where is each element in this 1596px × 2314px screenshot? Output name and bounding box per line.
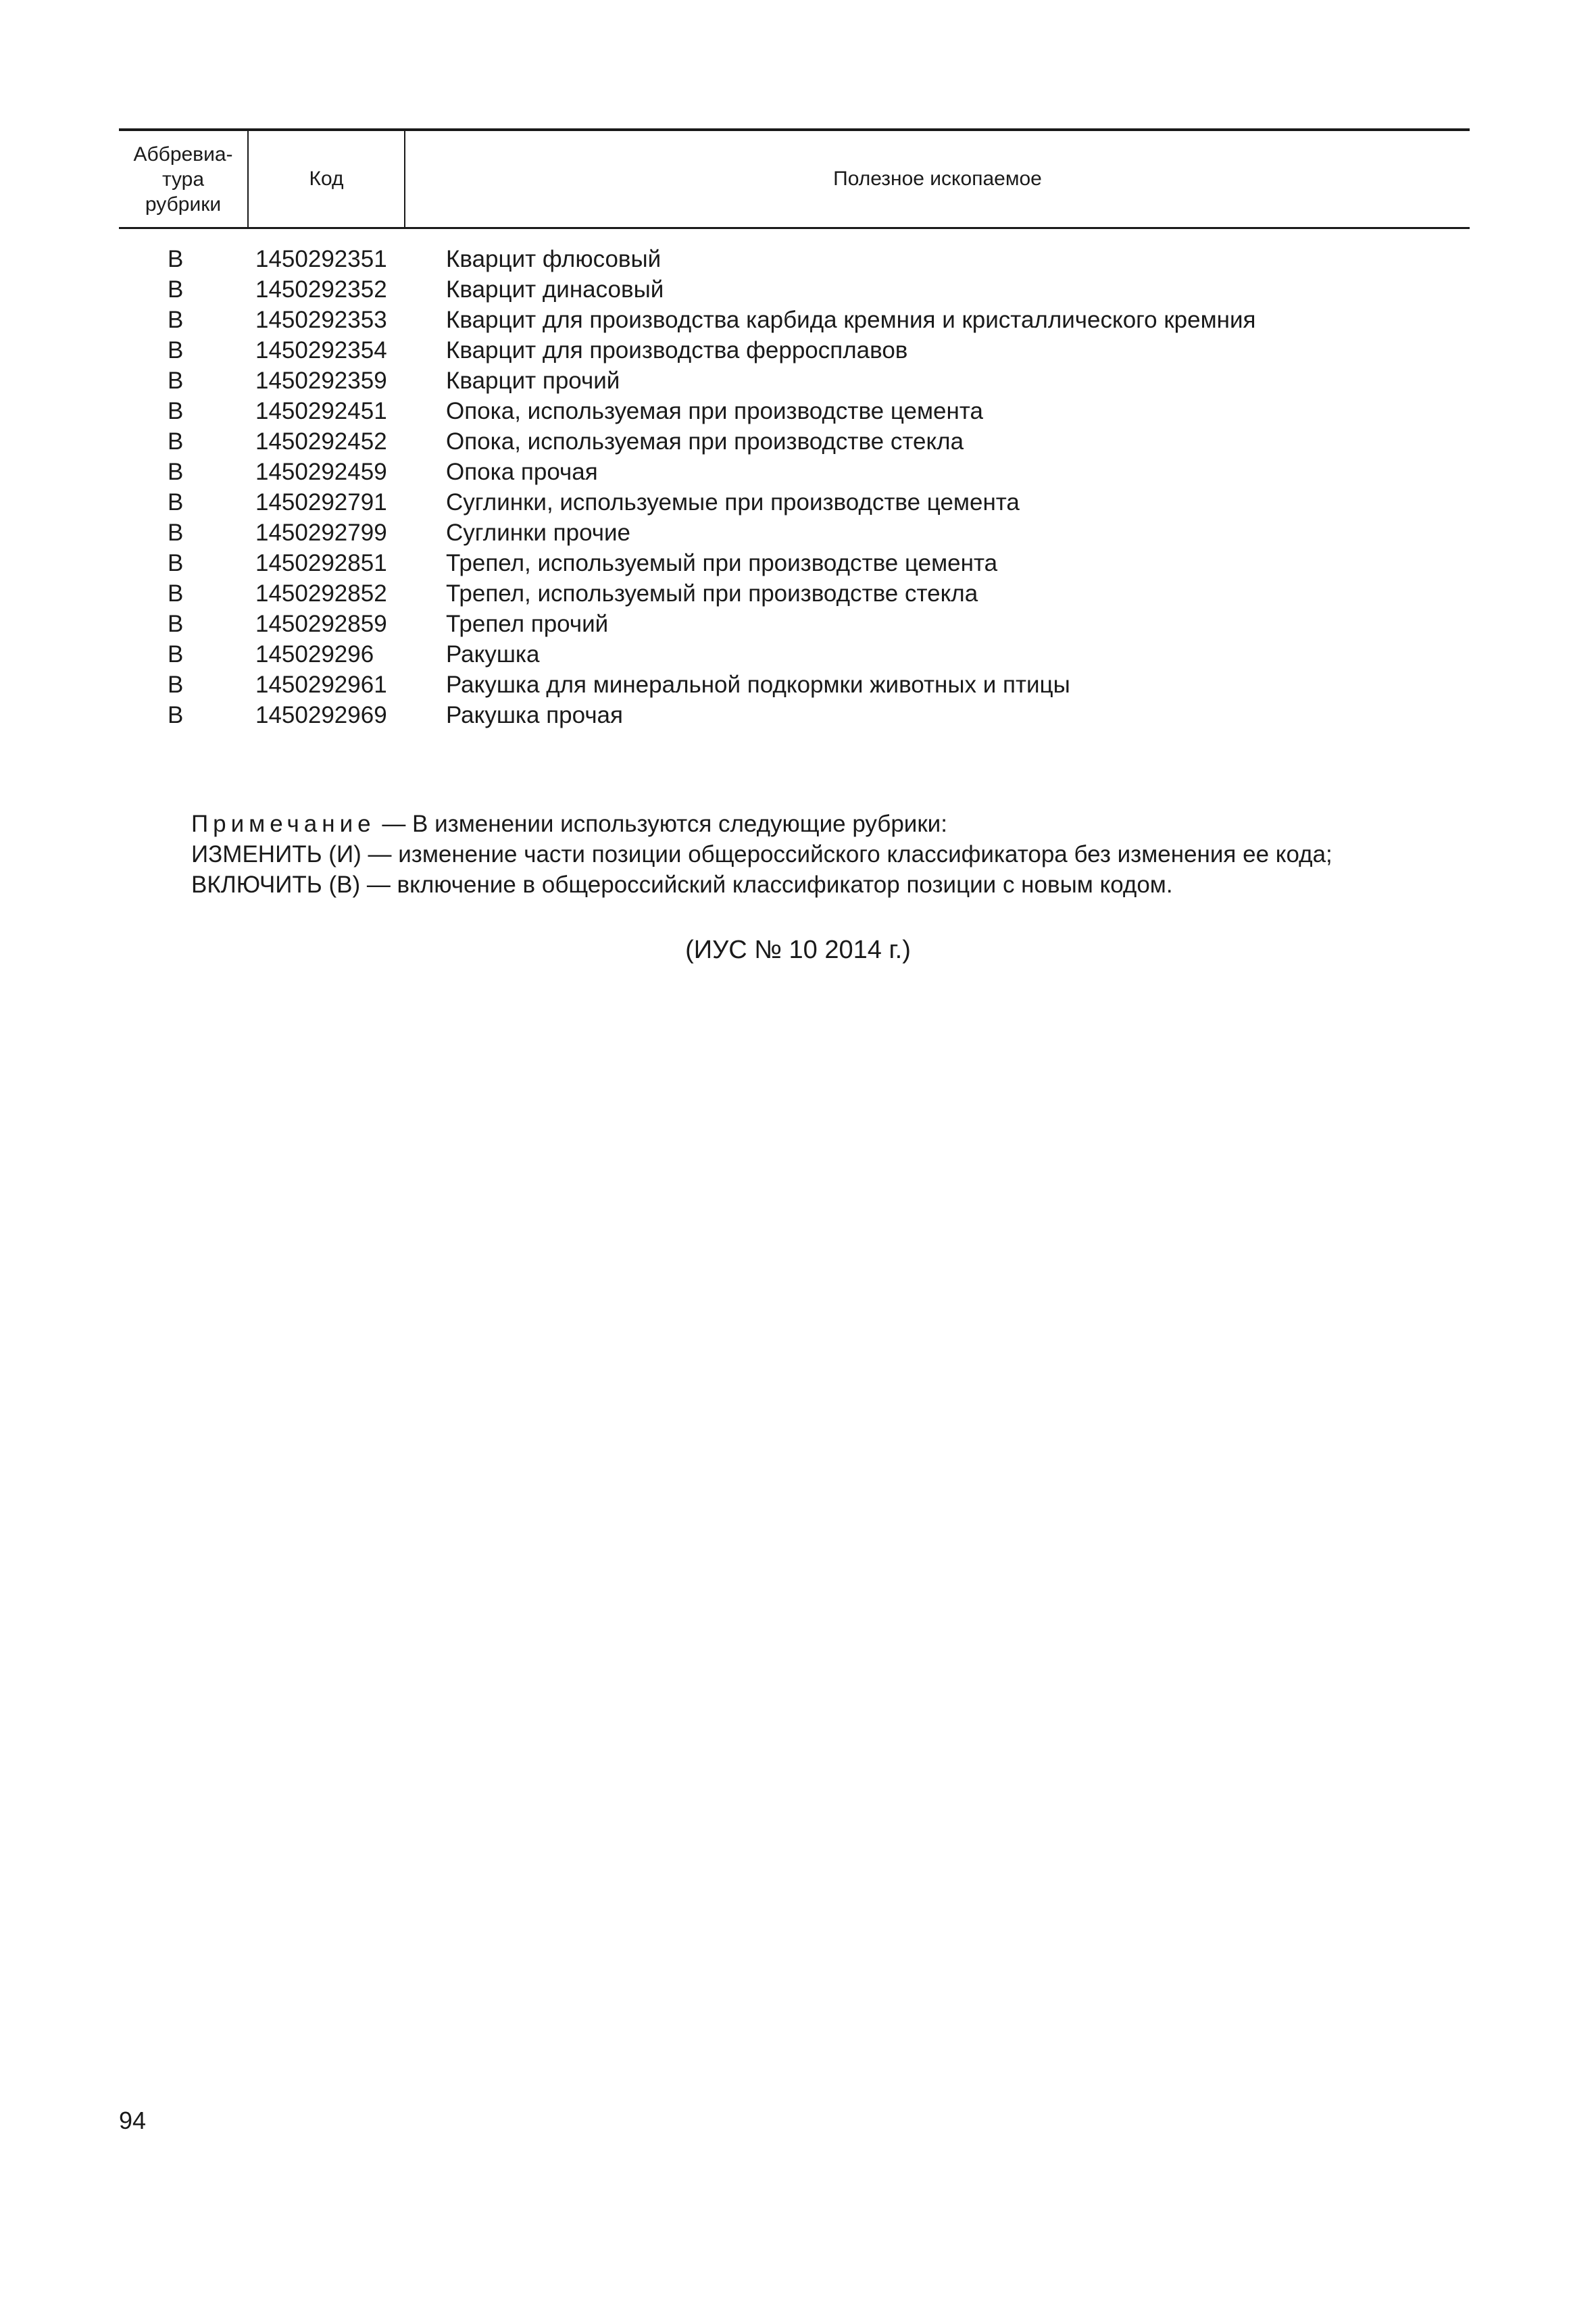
row-name: Суглинки, используемые при производстве цемента xyxy=(446,489,1020,515)
table-row xyxy=(119,609,1470,639)
table-row xyxy=(119,244,1470,274)
row-name: Кварцит прочий xyxy=(446,368,620,394)
table-row xyxy=(119,457,1470,487)
header-abbr-line: Аббревиа- xyxy=(133,143,233,166)
mineral-table-header-block xyxy=(119,128,1470,229)
row-abbr: В xyxy=(168,580,184,607)
row-name: Кварцит для производства ферросплавов xyxy=(446,337,908,363)
row-name: Кварцит флюсовый xyxy=(446,246,662,272)
row-abbr: В xyxy=(168,611,184,637)
row-abbr: В xyxy=(168,520,184,546)
row-name: Опока прочая xyxy=(446,459,598,485)
note-intro: — В изменении используются следующие рубрики: xyxy=(375,811,947,837)
row-abbr: В xyxy=(168,428,184,455)
row-name: Опока, используемая при производстве цемента xyxy=(446,398,983,424)
table-row xyxy=(119,518,1470,548)
table-row xyxy=(119,548,1470,578)
row-abbr: В xyxy=(168,398,184,424)
table-row xyxy=(119,487,1470,518)
header-abbr-line: рубрики xyxy=(145,193,222,216)
row-abbr: В xyxy=(168,702,184,728)
header-mineral: Полезное ископаемое xyxy=(833,168,1042,190)
table-row xyxy=(119,639,1470,670)
table-body xyxy=(119,244,1470,730)
table-row xyxy=(119,396,1470,426)
row-name: Кварцит динасовый xyxy=(446,276,664,303)
note-line-2: ИЗМЕНИТЬ (И) — изменение части позиции общероссийского классификатора без изменения ее кода; xyxy=(191,841,1332,867)
table-row xyxy=(119,366,1470,396)
row-code: 145029296 xyxy=(255,641,374,668)
row-code: 1450292451 xyxy=(255,398,387,424)
table-row xyxy=(119,700,1470,730)
row-code: 1450292459 xyxy=(255,459,387,485)
header-abbr xyxy=(119,131,247,227)
row-code: 1450292851 xyxy=(255,550,387,576)
row-abbr: В xyxy=(168,459,184,485)
table-row xyxy=(119,578,1470,609)
table-row xyxy=(119,426,1470,457)
ius-reference: (ИУС № 10 2014 г.) xyxy=(685,936,911,964)
row-abbr: В xyxy=(168,246,184,272)
header-code: Код xyxy=(309,168,344,190)
row-code: 1450292859 xyxy=(255,611,387,637)
note-block xyxy=(191,809,1462,900)
row-abbr: В xyxy=(168,307,184,333)
row-abbr: В xyxy=(168,489,184,515)
row-code: 1450292961 xyxy=(255,672,387,698)
row-code: 1450292852 xyxy=(255,580,387,607)
row-code: 1450292799 xyxy=(255,520,387,546)
row-name: Опока, используемая при производстве стекла xyxy=(446,428,964,455)
row-code: 1450292791 xyxy=(255,489,387,515)
header-abbr-line: тура xyxy=(161,168,205,191)
table-row xyxy=(119,274,1470,305)
table-row xyxy=(119,305,1470,335)
row-code: 1450292969 xyxy=(255,702,387,728)
row-name: Кварцит для производства карбида кремния и кристаллического кремния xyxy=(446,307,1256,333)
row-code: 1450292351 xyxy=(255,246,387,272)
note-line-1 xyxy=(191,809,1462,839)
row-abbr: В xyxy=(168,276,184,303)
row-code: 1450292354 xyxy=(255,337,387,363)
row-name: Трепел прочий xyxy=(446,611,609,637)
row-name: Трепел, используемый при производстве цемента xyxy=(446,550,998,576)
row-name: Ракушка прочая xyxy=(446,702,623,728)
row-name: Трепел, используемый при производстве стекла xyxy=(446,580,978,607)
row-code: 1450292452 xyxy=(255,428,387,455)
row-name: Ракушка для минеральной подкормки животных и птицы xyxy=(446,672,1070,698)
row-code: 1450292353 xyxy=(255,307,387,333)
row-abbr: В xyxy=(168,337,184,363)
row-abbr: В xyxy=(168,641,184,668)
table-header xyxy=(119,128,1470,229)
row-abbr: В xyxy=(168,368,184,394)
row-code: 1450292359 xyxy=(255,368,387,394)
page-number: 94 xyxy=(119,2107,147,2134)
row-abbr: В xyxy=(168,672,184,698)
row-name: Суглинки прочие xyxy=(446,520,631,546)
row-name: Ракушка xyxy=(446,641,540,668)
note-label: Примечание xyxy=(191,811,376,837)
row-abbr: В xyxy=(168,550,184,576)
table-row xyxy=(119,335,1470,366)
note-line-3: ВКЛЮЧИТЬ (В) — включение в общероссийский классификатор позиции с новым кодом. xyxy=(191,872,1173,898)
table-row xyxy=(119,670,1470,700)
row-code: 1450292352 xyxy=(255,276,387,303)
